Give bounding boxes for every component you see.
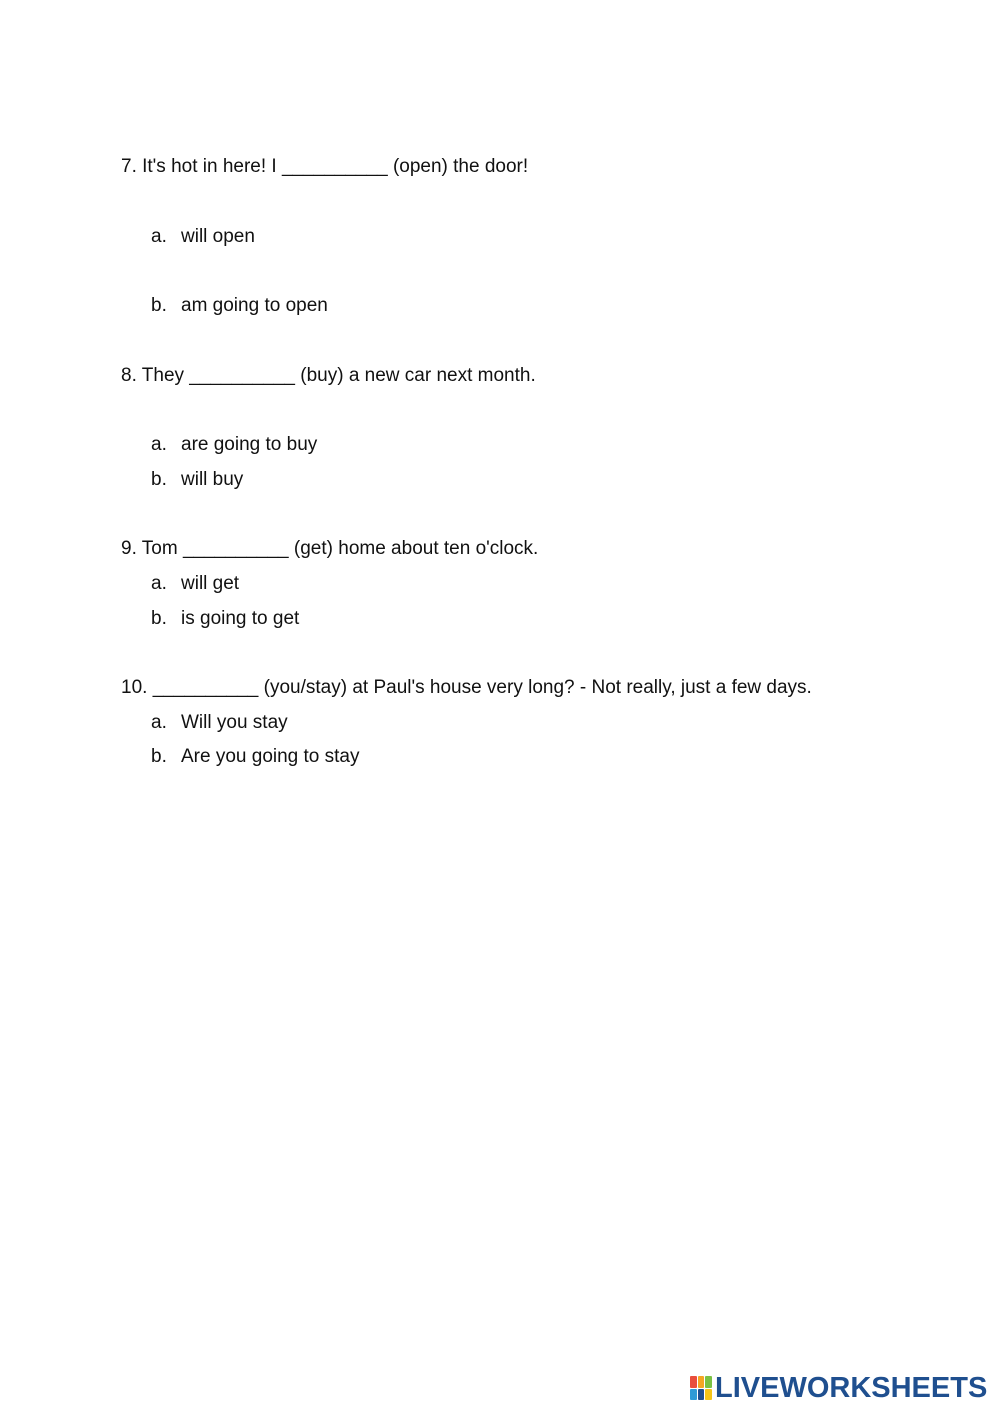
question-8-option-a-text[interactable]: are going to buy [181,434,318,455]
question-10-text: 10. __________ (you/stay) at Paul's house very long? - Not really, just a few days. [121,677,812,698]
question-10-option-a-text[interactable]: Will you stay [181,712,288,733]
question-10-option-b-letter: b. [151,746,167,767]
question-8-option-b-text[interactable]: will buy [181,469,244,490]
logo-mark-square [690,1389,697,1401]
question-7-option-a-letter: a. [151,226,167,247]
logo-mark-square [705,1389,712,1401]
logo-mark-square [705,1376,712,1388]
logo-mark-square [698,1376,705,1388]
question-9-option-b-letter: b. [151,608,167,629]
question-10-option-a-letter: a. [151,712,167,733]
question-9-option-a-letter: a. [151,573,167,594]
question-7-option-b-text[interactable]: am going to open [181,295,328,316]
question-7-option-b-letter: b. [151,295,167,316]
question-7-text: 7. It's hot in here! I __________ (open) the door! [121,156,529,177]
question-9-option-a-text[interactable]: will get [181,573,240,594]
question-9-option-b-text[interactable]: is going to get [181,608,300,629]
liveworksheets-logo-text: LIVEWORKSHEETS [715,1372,988,1404]
question-8-option-b-letter: b. [151,469,167,490]
question-8-option-a-letter: a. [151,434,167,455]
liveworksheets-logo[interactable] [690,1372,987,1404]
logo-mark-square [690,1376,697,1388]
question-7-option-a-text[interactable]: will open [181,226,255,247]
liveworksheets-logo-icon [690,1376,712,1400]
question-9-text: 9. Tom __________ (get) home about ten o'clock. [121,538,539,559]
logo-mark-square [698,1389,705,1401]
question-10-option-b-text[interactable]: Are you going to stay [181,746,360,767]
question-8-text: 8. They __________ (buy) a new car next month. [121,365,536,386]
